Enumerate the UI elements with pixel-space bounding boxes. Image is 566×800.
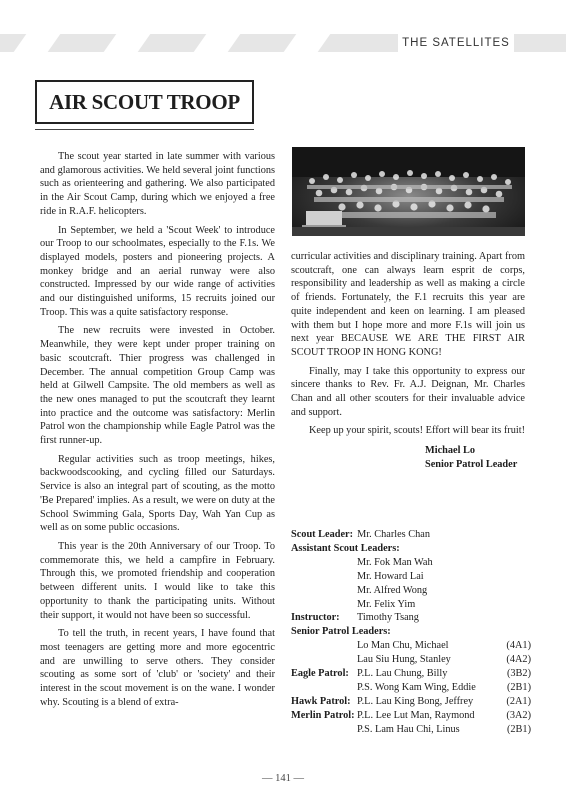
paragraph: curricular activities and disciplinary training. Apart from scoutcraft, one can always learn esprit de corps, responsibility and leadership as well as making a circle of friends. Fortunately, the F.1 recruits this year are quite independent and keen on learning. I am pleased with them but I hope more and more F.1s will join us next year BECAUSE WE ARE THE FIRST AIR SCOUT TROOP IN HONG KONG! bbox=[291, 251, 525, 358]
paragraph: The scout year started in late summer with various and glamorous activities. We held several joint functions such as orienteering and gathering. We also participated in the Air Scout Camp, during which we enjoyed a free ride in R.A.F. helicopters. bbox=[40, 151, 275, 217]
patrol-class: (3B2) bbox=[506, 668, 531, 680]
scout-leader-name: Mr. Charles Chan bbox=[357, 529, 430, 540]
signature-name: Michael Lo bbox=[425, 445, 476, 457]
right-column bbox=[291, 250, 525, 472]
group-photo bbox=[292, 147, 525, 236]
instructor-name: Timothy Tsang bbox=[357, 612, 419, 624]
roster-row bbox=[291, 625, 531, 639]
spl-name: Lo Man Chu, Michael bbox=[357, 640, 449, 652]
patrol-label bbox=[291, 681, 357, 695]
paragraph: Keep up your spirit, scouts! Effort will bear its fruit! bbox=[309, 425, 525, 437]
group-photo-crowd bbox=[292, 147, 525, 236]
instructor-label: Instructor: bbox=[291, 612, 340, 624]
patrol-label: Merlin Patrol: bbox=[291, 709, 355, 721]
assistant-name: Mr. Alfred Wong bbox=[357, 584, 428, 596]
roster-row bbox=[291, 695, 531, 709]
patrol-member: P.S. Wong Kam Wing, Eddie bbox=[357, 681, 476, 693]
assistant-name: Mr. Fok Man Wah bbox=[357, 556, 433, 568]
patrol-label bbox=[291, 723, 357, 737]
paragraph: Finally, may I take this opportunity to express our sincere thanks to Rev. Fr. A.J. Deignan, Mr. Charles Chan and all other scouters for their invaluable advice and support. bbox=[291, 365, 525, 418]
roster-row bbox=[291, 598, 531, 612]
spl-label: Senior Patrol Leaders: bbox=[291, 626, 391, 638]
patrol-member: P.L. Lee Lut Man, Raymond bbox=[357, 709, 475, 721]
paragraph: The new recruits were invested in October. Meanwhile, they were kept under proper training on basic scoutcraft. Thier progress was challenged in December. The annual competition Group Camp was held at Gilwell Campsite. The old members as well as the new ones managed to put the scoutcraft they learnt into practice and the outcome was satisfactory: Merlin Patrol won the championship while Eagle Patrol was the first runner-up. bbox=[40, 325, 275, 447]
section-label: THE SATELLITES bbox=[398, 34, 514, 52]
troop-roster bbox=[291, 528, 531, 737]
roster-row bbox=[291, 709, 531, 723]
roster-row bbox=[291, 570, 531, 584]
title-box bbox=[35, 80, 254, 124]
patrol-member: P.L. Lau King Bong, Jeffrey bbox=[357, 695, 474, 707]
spl-name: Lau Siu Hung, Stanley bbox=[357, 654, 451, 666]
left-column bbox=[40, 150, 275, 714]
roster-row bbox=[291, 667, 531, 681]
patrol-class: (3A2) bbox=[506, 709, 531, 721]
scout-leader-label: Scout Leader: bbox=[291, 529, 354, 540]
title-rule bbox=[35, 129, 254, 130]
patrol-member: P.L. Lau Chung, Billy bbox=[357, 668, 448, 680]
roster-row bbox=[291, 611, 531, 625]
roster-row bbox=[291, 542, 531, 556]
signature-role: Senior Patrol Leader bbox=[425, 459, 518, 471]
paragraph: Regular activities such as troop meetings, hikes, backwoodscooking, and cycling filled our Saturdays. Service is also an integral part of scouting, as the motto 'Be Prepared' implies. As a result, we were on duty at the School Swimming Gala, Sports Day, Wah Yan Cup as well as on some public occasions. bbox=[40, 453, 275, 534]
spl-class: (4A2) bbox=[506, 654, 531, 666]
roster-row bbox=[291, 639, 531, 653]
paragraph: To tell the truth, in recent years, I have found that most teenagers are getting more and more egocentric and are unwilling to serve others. They consider scouting as some sort of 'club' or 'society' and their interest in the scout movement is on the wane. I wonder why. Scouting is a blend of extra- bbox=[40, 628, 275, 708]
roster-row bbox=[291, 528, 531, 542]
patrol-member: P.S. Lam Hau Chi, Linus bbox=[357, 723, 460, 735]
roster-row bbox=[291, 556, 531, 570]
patrol-label: Eagle Patrol: bbox=[291, 668, 349, 680]
paragraph: This year is the 20th Anniversary of our Troop. To commemorate this, we held a campfire in February. Through this, we promoted friendship and cooperation between different units. I would like to take this opportunity to thank the participating units. Without their support, it would not have been so successful. bbox=[40, 540, 275, 621]
patrol-class: (2B1) bbox=[506, 681, 531, 693]
paragraph: In September, we held a 'Scout Week' to introduce our Troop to our schoolmates, especially to the F.1s. We displayed models, posters and pioneering projects. A monkey bridge and an aerial runway were also constructed. Impressed by our wide range of activities and our distinguished uniforms, 15 recruits joined our Troop. This was a quite satisfactory response. bbox=[40, 224, 275, 318]
assistant-label: Assistant Scout Leaders: bbox=[291, 542, 400, 554]
patrol-class: (2B1) bbox=[506, 723, 531, 735]
roster-row bbox=[291, 681, 531, 695]
patrol-class: (2A1) bbox=[506, 695, 531, 707]
roster-row bbox=[291, 653, 531, 667]
patrol-label: Hawk Patrol: bbox=[291, 695, 351, 707]
spl-class: (4A1) bbox=[506, 640, 531, 652]
roster-row bbox=[291, 584, 531, 598]
roster-row bbox=[291, 723, 531, 737]
page-number: — 141 — bbox=[262, 773, 304, 784]
article-title: AIR SCOUT TROOP bbox=[49, 89, 240, 114]
assistant-name: Mr. Felix Yim bbox=[357, 598, 416, 610]
assistant-name: Mr. Howard Lai bbox=[357, 570, 424, 582]
